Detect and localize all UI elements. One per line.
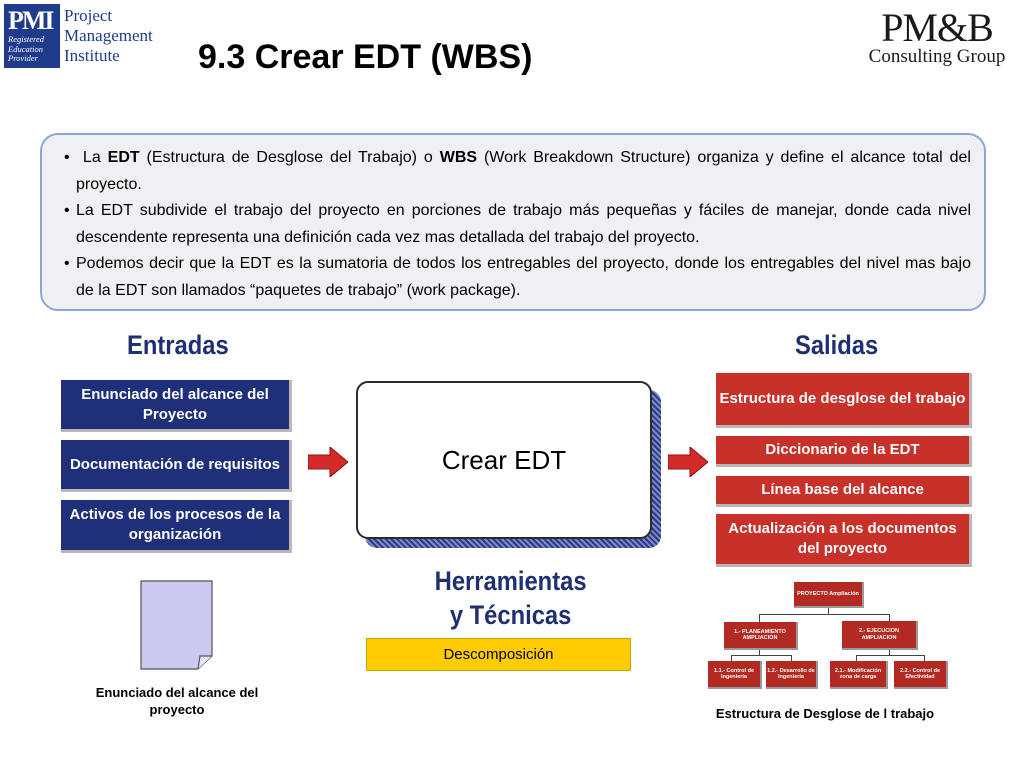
bullet-text: Podemos decir que la EDT es la sumatoria de todos los entregables del proyecto, donde los entregables del nivel mas bajo de la EDT son llamados “paquetes de trabajo” (work package). bbox=[76, 255, 971, 299]
pmi-wordmark bbox=[64, 6, 153, 66]
pmi-logo bbox=[4, 4, 153, 68]
bullet-bold-wbs: WBS bbox=[439, 149, 478, 166]
wbs-node-level2: 1.2.- Desarrollo de Ingeniería bbox=[766, 661, 818, 689]
pmi-registered-text bbox=[8, 35, 44, 64]
bullet-dot: • bbox=[64, 255, 70, 272]
right-arrow-icon bbox=[308, 447, 348, 477]
pmi-mark-letters: PMI bbox=[8, 6, 53, 35]
wbs-node-level2: 2.2.- Control de Efectividad bbox=[894, 661, 948, 689]
bullet-text: (Estructura de Desglose del Trabajo) o bbox=[139, 149, 440, 166]
pmi-reg-line: Registered bbox=[8, 34, 45, 44]
input-item: Documentación de requisitos bbox=[61, 440, 292, 492]
intro-bullet-3 bbox=[64, 251, 971, 304]
wbs-node-level1: 2.- EJECUCION AMPLIACION bbox=[842, 621, 918, 650]
wbs-connector bbox=[731, 655, 791, 656]
wbs-node-level1: 1.- PLANEAMIENTO AMPLIACION bbox=[724, 622, 798, 650]
document-icon bbox=[140, 580, 213, 670]
wbs-node-level2: 1.1.- Control de Ingeniería bbox=[708, 661, 762, 689]
pmi-mark bbox=[4, 4, 60, 68]
output-item: Diccionario de la EDT bbox=[716, 436, 972, 467]
process-label: Crear EDT bbox=[441, 444, 567, 475]
document-caption: Enunciado del alcance del proyecto bbox=[95, 685, 259, 717]
wbs-diagram bbox=[704, 578, 950, 690]
wbs-connector bbox=[856, 655, 924, 656]
wbs-connector bbox=[759, 614, 760, 622]
bullet-dot: • bbox=[64, 149, 70, 166]
input-item: Activos de los procesos de la organización bbox=[61, 500, 292, 553]
pmi-reg-line: Education bbox=[8, 43, 43, 54]
pmb-logo bbox=[862, 5, 1012, 70]
right-arrow-icon bbox=[668, 447, 708, 477]
pmi-wordmark-line: Institute bbox=[64, 46, 120, 65]
wbs-connector bbox=[759, 614, 889, 615]
input-item: Enunciado del alcance del Proyecto bbox=[61, 380, 292, 432]
output-item: Actualización a los documentos del proyecto bbox=[716, 514, 972, 567]
output-item: Línea base del alcance bbox=[716, 476, 972, 507]
intro-box bbox=[40, 133, 986, 311]
bullet-dot: • bbox=[64, 202, 70, 219]
inputs-title: Entradas bbox=[127, 330, 229, 360]
wbs-node-root: PROYECTO Ampliación bbox=[794, 582, 864, 608]
pmb-logo-subtitle: Consulting Group bbox=[868, 46, 1006, 67]
pmi-reg-line: Provider bbox=[8, 53, 38, 63]
bullet-text: (Work Breakdown Structure) organiza y define el alcance total del proyecto. bbox=[76, 149, 971, 193]
intro-bullet-2 bbox=[64, 198, 971, 251]
tool-item: Descomposición bbox=[366, 638, 631, 671]
tools-title: Herramientas y Técnicas bbox=[434, 566, 587, 630]
bullet-text: La bbox=[82, 149, 108, 166]
page-title: 9.3 Crear EDT (WBS) bbox=[198, 38, 533, 76]
intro-bullet-1 bbox=[64, 145, 971, 198]
output-item: Estructura de desglose del trabajo bbox=[716, 373, 972, 428]
wbs-caption: Estructura de Desglose de l trabajo bbox=[715, 706, 935, 721]
process-box bbox=[356, 381, 652, 539]
outputs-title: Salidas bbox=[795, 330, 879, 360]
pmi-wordmark-line: Management bbox=[64, 26, 153, 45]
wbs-node-level2: 2.1.- Modificación zona de carga bbox=[830, 661, 888, 689]
pmi-wordmark-line: Project bbox=[64, 6, 113, 25]
bullet-text: La EDT subdivide el trabajo del proyecto en porciones de trabajo más pequeñas y fáciles de manejar, donde cada nivel descendente representa una definición cada vez mas detallada del trabajo del proyecto. bbox=[76, 202, 971, 246]
bullet-bold-edt: EDT bbox=[107, 149, 140, 166]
pmb-logo-name: PM&B bbox=[881, 5, 993, 50]
